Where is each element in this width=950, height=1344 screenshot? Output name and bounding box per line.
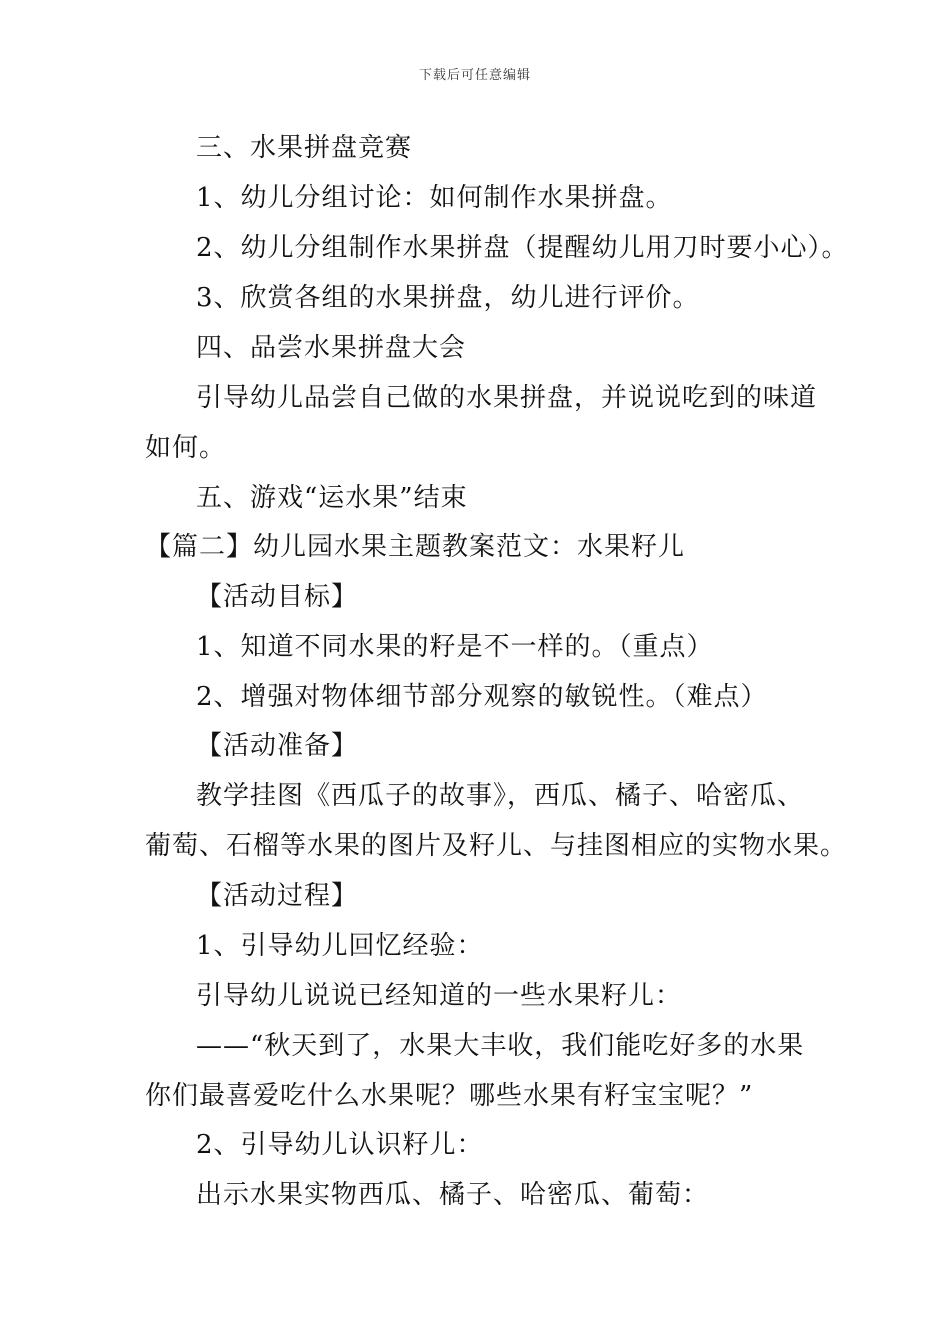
paragraph-line: 2、增强对物体细节部分观察的敏锐性。（难点） (196, 682, 768, 712)
paragraph-line: 如何。 (145, 433, 227, 463)
paragraph-line: 2、引导幼儿认识籽儿： (196, 1130, 484, 1160)
subheading-preparation: 【活动准备】 (196, 731, 359, 761)
subheading-goals: 【活动目标】 (196, 582, 359, 612)
paragraph-line: ——“秋天到了，水果大丰收，我们能吃好多的水果 (196, 1031, 805, 1061)
paragraph-line: 教学挂图《西瓜子的故事》，西瓜、橘子、哈密瓜、 (196, 781, 805, 811)
paragraph-line: 1、幼儿分组讨论：如何制作水果拼盘。 (196, 183, 673, 213)
paragraph-line: 3、欣赏各组的水果拼盘，幼儿进行评价。 (196, 283, 700, 313)
paragraph-line: 2、幼儿分组制作水果拼盘（提醒幼儿用刀时要小心）。 (196, 233, 849, 263)
paragraph-line: 1、引导幼儿回忆经验： (196, 931, 484, 961)
subheading-process: 【活动过程】 (196, 881, 359, 911)
section-heading-3: 三、水果拼盘竞赛 (196, 133, 413, 163)
paragraph-line: 出示水果实物西瓜、橘子、哈密瓜、葡萄： (196, 1180, 710, 1210)
paragraph-line: 1、知道不同水果的籽是不一样的。（重点） (196, 632, 714, 662)
section-heading-5: 五、游戏“运水果”结束 (196, 483, 468, 513)
paragraph-line: 葡萄、石榴等水果的图片及籽儿、与挂图相应的实物水果。 (145, 831, 848, 861)
paragraph-line: 引导幼儿说说已经知道的一些水果籽儿： (196, 981, 683, 1011)
section-heading-4: 四、品尝水果拼盘大会 (196, 333, 467, 363)
paragraph-line: 你们最喜爱吃什么水果呢？哪些水果有籽宝宝呢？” (145, 1081, 754, 1111)
chapter-title: 【篇二】幼儿园水果主题教案范文：水果籽儿 (145, 532, 686, 562)
page-header: 下载后可任意编辑 (418, 68, 531, 83)
paragraph-line: 引导幼儿品尝自己做的水果拼盘，并说说吃到的味道 (196, 383, 818, 413)
